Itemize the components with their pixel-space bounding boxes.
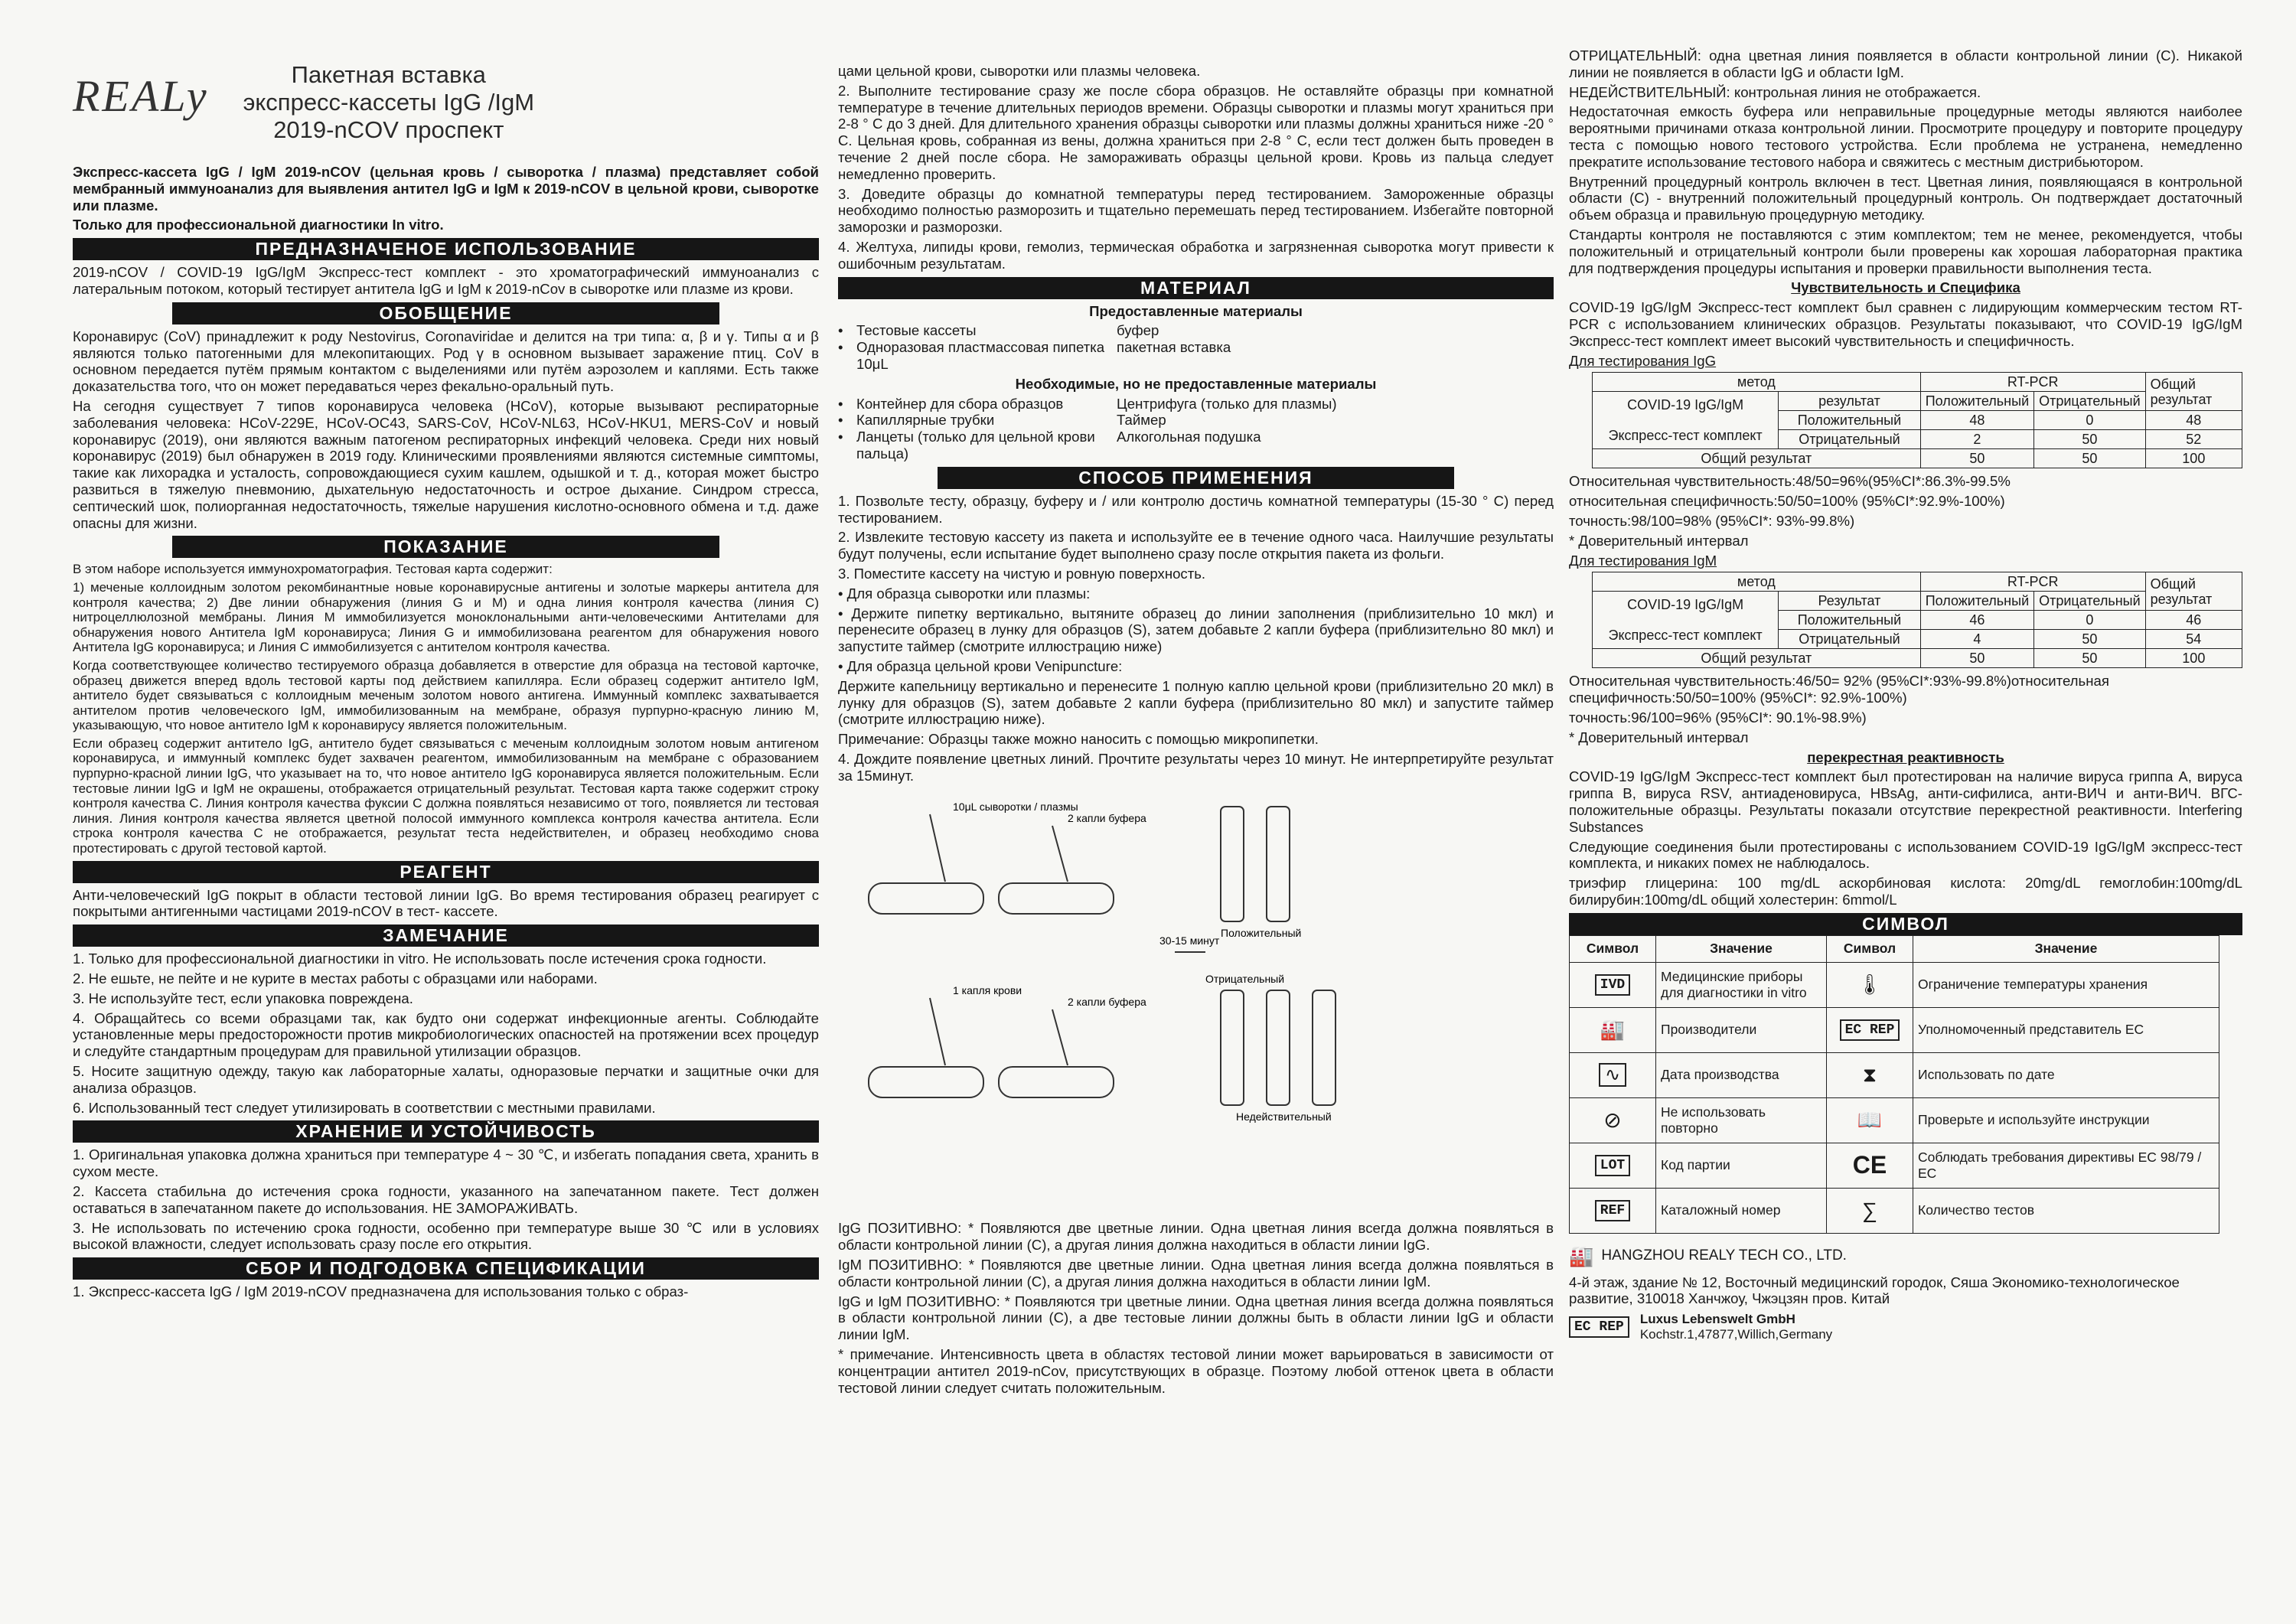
method-step: 4. Дождите появление цветных линий. Прочтите результаты через 10 минут. Не интерпретируйте результат за 15минут. [838, 750, 1554, 784]
table-row: Общий результат 50 50 100 [1593, 649, 2242, 668]
table-header: Положительный [1920, 592, 2033, 611]
table-row: ⊘ Не использовать повторно 📖 Проверьте и используйте инструкции [1570, 1097, 2219, 1143]
principle-text: 1) меченые коллоидным золотом рекомбинантные новые коронавирусные антигены и золотые маркеры антитела для контроля качества; 2) Две линии обнаружения (линия G и M) и одна линия контроля качества (линия C) нитроцеллюлозной мембраны. Линия M иммобилизуется моноклональными анти-человеческими Антителами для обнаружения нового Антитела IgM коронавируса; Линия G и иммобилизована реагентом для обнаружения нового Антитела IgG коронавируса; и Линия C иммобилизуется с антителом контроля качества. [73, 579, 819, 655]
method-step: • Держите пипетку вертикально, вытяните образец до линии заполнения (приблизительно 10 мкл) и перенесите образец в лунку для образцов (S), затем добавьте 2 капли буфера (приблизительно 80 мкл) и запустите таймер (смотрите иллюстрацию ниже) [838, 605, 1554, 655]
cross-reactivity-text: Следующие соединения были протестированы с использованием COVID-19 IgG/IgM экспресс-тест комплекта, и никаких помех не наблюдалось. [1569, 838, 2242, 872]
warning-item: 5. Носите защитную одежду, такую как лабораторные халаты, одноразовые перчатки и защитные очки для анализа образцов. [73, 1063, 819, 1096]
ce-mark-icon: CE [1852, 1151, 1887, 1179]
method-step: Примечание: Образцы также можно наносить с помощью микропипетки. [838, 731, 1319, 748]
figure-label: 10μL сыворотки / плазмы [953, 801, 1078, 814]
igg-stat: Относительная чувствительность:48/50=96%(95%CI*:86.3%-99.5% [1569, 473, 2011, 490]
section-header-symbol: СИМВОЛ [1569, 913, 2242, 935]
list-item: • Контейнер для сбора образцов Центрифуга (только для плазмы) [838, 396, 1554, 413]
realy-logo: REALy [73, 71, 209, 121]
table-row: REF Каталожный номер ∑ Количество тестов [1570, 1188, 2219, 1233]
method-step: 3. Поместите кассету на чистую и ровную поверхность. [838, 565, 1206, 582]
table-row: LOT Код партии CE Соблюдать требования директивы ЕС 98/79 / EC [1570, 1143, 2219, 1188]
cassette-shape [869, 883, 983, 914]
section-header-materials: МАТЕРИАЛ [838, 277, 1554, 299]
table-row: Отрицательный 2 50 52 [1593, 430, 2242, 449]
intended-use-text: 2019-nCOV / COVID-19 IgG/IgM Экспресс-тест комплект - это хроматографический иммуноанализ с латеральным потоком, который тестирует антитела IgG и IgM к 2019-nCov в сыворотке или плазме из крови. [73, 264, 819, 297]
ec-rep-block [1569, 1312, 2242, 1342]
list-item: • Ланцеты (только для цельной крови пальца) Алкогольная подушка [838, 429, 1554, 462]
date-of-manufacture-icon: ∿ [1599, 1063, 1626, 1087]
ci-note: * Доверительный интервал [1569, 729, 1749, 745]
table-header: RT-PCR [1920, 373, 2145, 392]
instructions-icon: 📖 [1857, 1108, 1883, 1132]
cassette-shape [1267, 807, 1290, 921]
cross-reactivity-title: перекрестная реактивность [1807, 748, 2004, 765]
result-igg-igm: IgG и IgM ПОЗИТИВНО: * Появляются три цветные линии. Одна цветная линия всегда должна появляться в области контрольной линии (C), а две тестовые линии должны быть в области линии IgG и области линии IgM. [838, 1293, 1554, 1343]
figure-label: Недействительный [1236, 1110, 1332, 1123]
section-header-summary: ОБОБЩЕНИЕ [172, 302, 719, 324]
materials-provided-list [838, 322, 1554, 372]
table-row: Символ Значение Символ Значение [1570, 935, 2219, 962]
table-row: Отрицательный 4 50 54 [1593, 630, 2242, 649]
section-header-specimen: СБОР И ПОДГОДОВКА СПЕЦИФИКАЦИИ [73, 1257, 819, 1280]
table-header: результат [1779, 392, 1920, 411]
table-header: метод [1593, 572, 1921, 592]
figure-label: 2 капли буфера [1068, 812, 1146, 825]
thermometer-icon: 🌡 [1857, 973, 1883, 996]
method-step: • Для образца цельной крови Venipuncture: [838, 657, 1123, 674]
cassette-shape [999, 1067, 1114, 1097]
specimen-item: 3. Доведите образцы до комнатной температуры перед тестированием. Замороженные образцы необходимо полностью разморозить и тщательно перемешать перед тестированием. Избегайте повторной заморозки и разморозки. [838, 185, 1554, 236]
hourglass-icon: ⧗ [1862, 1062, 1877, 1086]
table-row: ∿ Дата производства ⧗ Использовать по дате [1570, 1052, 2219, 1097]
storage-item: 1. Оригинальная упаковка должна храниться при температуре 4 ~ 30 ℃, и избегать попадания света, хранить в сухом месте. [73, 1146, 819, 1180]
result-negative: ОТРИЦАТЕЛЬНЫЙ: одна цветная линия появляется в области контрольной линии (C). Никакой линии не появляется в области IgG и области IgM. [1569, 47, 2242, 80]
company-name: HANGZHOU REALY TECH CO., LTD. [1601, 1247, 1847, 1264]
pipette-shape [930, 814, 945, 882]
section-header-warnings: ЗАМЕЧАНИЕ [73, 925, 819, 947]
result-note: * примечание. Интенсивность цвета в областях тестовой линии может варьироваться в зависимости от концентрации антител 2019-nCov, присутствующих в образце. Поэтому любой оттенок цвета в области тестовой линии следует считать положительным. [838, 1346, 1554, 1396]
warning-item: 6. Использованный тест следует утилизировать в соответствии с местными правилами. [73, 1099, 656, 1116]
method-step: • Для образца сыворотки или плазмы: [838, 585, 1091, 602]
rep-name: Luxus Lebenswelt GmbH [1639, 1312, 1795, 1327]
procedural-control: Внутренний процедурный контроль включен в тест. Цветная линия, появляющаяся в контрольной области (C) - внутренний положительный процедурный контроль. Он подтверждает достаточный объем образца и правильную процедурную методику. [1569, 173, 2242, 223]
method-step: 1. Позвольте тесту, образцу, буферу и / или контролю достичь комнатной температуры (15-30 ° C) перед тестированием. [838, 492, 1554, 526]
intro-text: Экспресс-кассета IgG / IgM 2019-nCOV (цельная кровь / сыворотка / плазма) представляет собой мембранный иммуноанализ для выявления антител IgG и IgM к 2019-nCOV в цельной крови, сыворотке или плазме. [73, 164, 819, 214]
section-header-method: СПОСОБ ПРИМЕНЕНИЯ [938, 467, 1454, 489]
figure-label: Положительный [1221, 927, 1302, 940]
cross-reactivity-text: COVID-19 IgG/IgM Экспресс-тест комплект был протестирован на наличие вируса гриппа A, вируса гриппа B, вируса RSV, антиаденовируса, HBsAg, анти-сифилиса, анти-ВИЧ и анти-ВИЧ. ВГС-положительные образцы. Результаты показали отсутствие перекрестной реактивности. Interfering Substances [1569, 768, 2242, 835]
table-header: Положительный [1920, 392, 2033, 411]
summary-text: На сегодня существует 7 типов коронавируса человека (HCoV), которые вызывают респираторные заболевания человека: HCoV-229E, HCoV-OC43, SARS-CoV, HCoV-NL63, HCoV-HKU1, MERS-CoV и новый коронавирус (2019), они являются важным патогеном респираторных инфекций человека. Среди них новый коронавирус (2019) был обнаружен в 2019 году. Клиническими проявлениями являются системные симптомы, такие как лихорадка и усталость, сопровождающиеся сухим кашлем, одышкой и т. д., которая может быстро развиться в тяжелую пневмонию, дыхательную недостаточность и острое дыхание. Синдром стресса, септический шок, полиорганная недостаточность, тяжелые нарушения кислотно-основного обмена и т.д. даже опасны для жизни. [73, 397, 819, 531]
method-step: 2. Извлеките тестовую кассету из пакета и используйте ее в течение одного часа. Наилучшие результаты будут получены, если испытание будет выполнено сразу после открытия пакета из фольги. [838, 529, 1554, 563]
company-address: 4-й этаж, здание № 12, Восточный медицинский городок, Сяша Экономико-технологическое развитие, 310018 Ханчжоу, Чжэцзян пров. Китай [1569, 1273, 2180, 1307]
ivd-icon: IVD [1595, 974, 1630, 996]
cassette-shape [869, 1067, 983, 1097]
result-invalid: НЕДЕЙСТВИТЕЛЬНЫЙ: контрольная линия не отображается. [1569, 83, 1981, 100]
storage-item: 3. Не использовать по истечению срока годности, особенно при температуре выше 30 ℃ или в условиях высокой влажности, следует использовать сразу после его открытия. [73, 1219, 819, 1253]
specimen-item: 1. Экспресс-кассета IgG / IgM 2019-nCOV предназначена для использования только с образ- [73, 1283, 689, 1300]
right-column [1569, 47, 2242, 1342]
procedure-illustration [838, 791, 1554, 1205]
pipette-shape [930, 998, 945, 1065]
sensitivity-title: Чувствительность и Специфика [1791, 279, 2020, 296]
sensitivity-text: COVID-19 IgG/IgM Экспресс-тест комплект был сравнен с лидирующим коммерческим тестом RT-PCR с использованием клинических образцов. Результаты показывают, что COVID-19 IgG/IgM Экспресс-тест комплект имеет высокий чувствительность и специфичность. [1569, 299, 2242, 349]
left-column [73, 54, 819, 1303]
principle-text: Если образец содержит антитело IgG, антитело будет связываться с меченым коллоидным золотом новым антигеном коронавируса, и иммунный комплекс будет захвачен реагентом, иммобилизованным на мембране с образованием пурпурно-красной линии IgG, что указывает на то, что новое антитело IgG коронавируса является положительным. Если тестовые линии IgG и IgM не окрашены, отображается отрицательный результат. Тестовая карта также содержит строку контроля качества C. Линия контроля качества фуксии C должна появляться независимо от того, появляется ли тестовая линия. Линия контроля качества является цветной полосой иммунного комплекса контроля качества антитела. Если строка контроля качества C не отображается, результат теста недействителен, и образец необходимо снова протестировать с другой тестовой картой. [73, 735, 819, 856]
ci-note: * Доверительный интервал [1569, 532, 1749, 549]
manufacturer-icon: 🏭 [1569, 1244, 1594, 1267]
figure-label: 1 капля крови [953, 984, 1022, 997]
result-igm: IgM ПОЗИТИВНО: * Появляются две цветные линии. Одна цветная линия всегда должна появляться в области контрольной линии (C), а другая линия должна находиться в области линии IgM. [838, 1257, 1554, 1290]
manufacturer-block [1569, 1244, 2242, 1268]
materials-needed-list [838, 396, 1554, 462]
igg-table-label: Для тестирования IgG [1569, 352, 1717, 369]
control-standards: Стандарты контроля не поставляются с этим комплектом; тем не менее, рекомендуется, чтобы положительный и отрицательный контроли были проверены как хорошая лабораторная практика для подтверждения процедуры испытания и проверки правильности выполнения теста. [1569, 226, 2242, 276]
table-header: Общий результат [2145, 572, 2242, 611]
symbol-table [1569, 935, 2219, 1234]
cassette-shape [1313, 990, 1336, 1105]
table-row: Положительный 48 0 48 [1593, 411, 2242, 430]
rep-address: Kochstr.1,47877,Willich,Germany [1639, 1327, 1833, 1342]
ivd-note: Только для профессиональной диагностики In vitro. [73, 217, 444, 233]
manufacturer-icon: 🏭 [1600, 1018, 1626, 1042]
table-cell: COVID-19 IgG/IgM Экспресс-тест комплект [1593, 392, 1779, 449]
table-header: Отрицательный [2034, 592, 2146, 611]
summary-text: Коронавирус (CoV) принадлежит к роду Nestovirus, Coronaviridae и делится на три типа: α, β и γ. Типы α и β являются только патогенными для млекопитающих. Род γ в основном вызывает заражение птиц. CoV в основном передается путём прямым контактом с выделениями или путём аэрозолем и каплями. Есть также доказательства того, что он может передаваться через фекально-оральный путь. [73, 328, 819, 395]
cassette-shape [1267, 990, 1290, 1105]
materials-needed-title: Необходимые, но не предоставленные материалы [1015, 375, 1377, 392]
cassette-shape [999, 883, 1114, 914]
document-title [243, 61, 534, 144]
list-item: • Капиллярные трубки Таймер [838, 412, 1554, 429]
cross-reactivity-text: триэфир глицерина: 100 mg/dL аскорбиновая кислота: 20mg/dL гемоглобин:100mg/dL билирубин:100mg/dL общий холестерин: 6mmol/L [1569, 875, 2242, 908]
warning-item: 4. Обращайтесь со всеми образцами так, как будто они содержат инфекционные агенты. Соблюдайте установленные меры предосторожности против микробиологических опасностей на протяжении всех процедур и следуйте стандартным процедурам для правильной утилизации образцов. [73, 1009, 819, 1060]
igg-results-table [1592, 372, 2242, 468]
title-line: Пакетная вставка [291, 61, 486, 88]
ref-icon: REF [1595, 1200, 1630, 1221]
table-cell: COVID-19 IgG/IgM Экспресс-тест комплект [1593, 592, 1779, 649]
storage-item: 2. Кассета стабильна до истечения срока годности, указанного на запечатанном пакете. Тест должен оставаться в запечатанном пакете до использования. НЕ ЗАМОРАЖИВАТЬ. [73, 1182, 819, 1216]
result-igg: IgG ПОЗИТИВНО: * Появляются две цветные линии. Одна цветная линия всегда должна появляться в области контрольной линии (C), а другая линия должна находиться в области линии IgG. [838, 1220, 1554, 1254]
specimen-continued: цами цельной крови, сыворотки или плазмы человека. [838, 63, 1201, 79]
table-header: метод [1593, 373, 1921, 392]
igm-results-table [1592, 572, 2242, 668]
invalid-note: Недостаточная емкость буфера или неправильные процедурные методы являются наиболее вероятными причинами отказа контрольной линии. Просмотрите процедуру и повторите процедуру теста с помощью нового тестового устройства. Если проблема не устранена, немедленно прекратите использование тестового набора и свяжитесь с местным дистрибьютором. [1569, 103, 2242, 170]
dropper-shape [1052, 826, 1068, 882]
figure-label: 2 капли буфера [1068, 996, 1146, 1009]
warning-item: 1. Только для профессиональной диагностики in vitro. Не использовать после истечения срока годности. [73, 951, 767, 967]
ec-rep-icon: EC REP [1569, 1316, 1629, 1338]
table-header: Отрицательный [2034, 392, 2146, 411]
section-header-storage: ХРАНЕНИЕ И УСТОЙЧИВОСТЬ [73, 1120, 819, 1143]
table-row: Положительный 46 0 46 [1593, 611, 2242, 630]
title-line: 2019-nCOV проспект [273, 116, 504, 143]
lot-icon: LOT [1595, 1155, 1630, 1176]
section-header-intended-use: ПРЕДНАЗНАЧЕНОЕ ИСПОЛЬЗОВАНИЕ [73, 238, 819, 260]
list-item: • Тестовые кассеты буфер [838, 322, 1554, 339]
materials-provided-title: Предоставленные материалы [1089, 302, 1303, 319]
warning-item: 3. Не используйте тест, если упаковка повреждена. [73, 990, 413, 1006]
warning-item: 2. Не ешьте, не пейте и не курите в местах работы с образцами или наборами. [73, 970, 598, 987]
ec-rep-icon: EC REP [1840, 1019, 1900, 1041]
method-step: Держите капельницу вертикально и перенесите 1 полную каплю цельной крови (приблизительно 20 мкл) в лунку для образцов (S), затем добавьте 2 капли буфера (приблизительно 80 мкл) и запустите таймер (смотрите иллюстрацию ниже). [838, 677, 1554, 728]
igm-stat: точность:96/100=96% (95%CI*: 90.1%-98.9%) [1569, 709, 1867, 726]
do-not-reuse-icon: ⊘ [1603, 1108, 1622, 1133]
specimen-item: 4. Желтуха, липиды крови, гемолиз, термическая обработка и загрязненная сыворотка могут привести к ошибочным результатам. [838, 238, 1554, 272]
table-header: Результат [1779, 592, 1920, 611]
middle-column [838, 63, 1554, 1399]
principle-text: Когда соответствующее количество тестируемого образца добавляется в отверстие для образца на тестовой карточке, образец движется вперед вдоль тестовой карты под действием капилляра. Если образец содержит антитело IgM, антитело будет связываться с коллоидным меченым золотом нового антигена. Иммунный комплекс захватывается антителом против человеческого IgM, иммобилизованным на мембране, образуя пурпурно-красную линию M, указывающую, что новое антитело IgM к коронавирусу является положительным. [73, 657, 819, 733]
specimen-item: 2. Выполните тестирование сразу же после сбора образцов. Не оставляйте образцы при комнатной температуре в течение длительных периодов времени. Образцы сыворотки и плазмы могут храниться при 2-8 ° C до 3 дней. Для длительного хранения образцы сыворотки или плазмы должны храниться ниже -20 ° C. Цельная кровь, собранная из вены, должна храниться при 2-8 ° C, если тест должен быть проведен в течение 2 дней после сбора. Не замораживать образцы цельной крови. Кровь из пальца следует немедленно проверить. [838, 82, 1554, 182]
section-header-reagent: РЕАГЕНТ [73, 861, 819, 883]
title-line: экспресс-кассеты IgG /IgM [243, 89, 535, 116]
reagent-text: Анти-человеческий IgG покрыт в области тестовой линии IgG. Во время тестирования образец реагирует с покрытыми антигенными частицами 2019-nCOV в тест- кассете. [73, 886, 819, 920]
igg-stat: относительная специфичность:50/50=100% (95%CI*:92.9%-100%) [1569, 493, 2005, 510]
figure-label: 30-15 минут [1159, 934, 1220, 947]
section-header-principle: ПОКАЗАНИЕ [172, 536, 719, 558]
table-header: RT-PCR [1920, 572, 2145, 592]
table-row: Общий результат 50 50 100 [1593, 449, 2242, 468]
list-item: • Одноразовая пластмассовая пипетка 10μL пакетная вставка [838, 339, 1554, 373]
igm-table-label: Для тестирования IgM [1569, 552, 1717, 569]
table-row: 🏭 Производители EC REP Уполномоченный представитель ЕС [1570, 1007, 2219, 1052]
dropper-shape [1052, 1009, 1068, 1065]
header [73, 54, 819, 144]
table-header: Общий результат [2145, 373, 2242, 411]
cassette-shape [1221, 990, 1244, 1105]
principle-text: В этом наборе используется иммунохроматография. Тестовая карта содержит: [73, 562, 553, 577]
cassette-diagram [838, 791, 1554, 1205]
tests-icon: ∑ [1862, 1198, 1877, 1222]
igm-stat: Относительная чувствительность:46/50= 92% (95%CI*:93%-99.8%)относительная специфичность:50/50=100% (95%CI*: 92.9%-100%) [1569, 673, 2109, 706]
table-row: IVD Медицинские приборы для диагностики in vitro 🌡 Ограничение температуры хранения [1570, 962, 2219, 1007]
cassette-shape [1221, 807, 1244, 921]
igg-stat: точность:98/100=98% (95%CI*: 93%-99.8%) [1569, 512, 1855, 529]
figure-label: Отрицательный [1205, 973, 1285, 986]
